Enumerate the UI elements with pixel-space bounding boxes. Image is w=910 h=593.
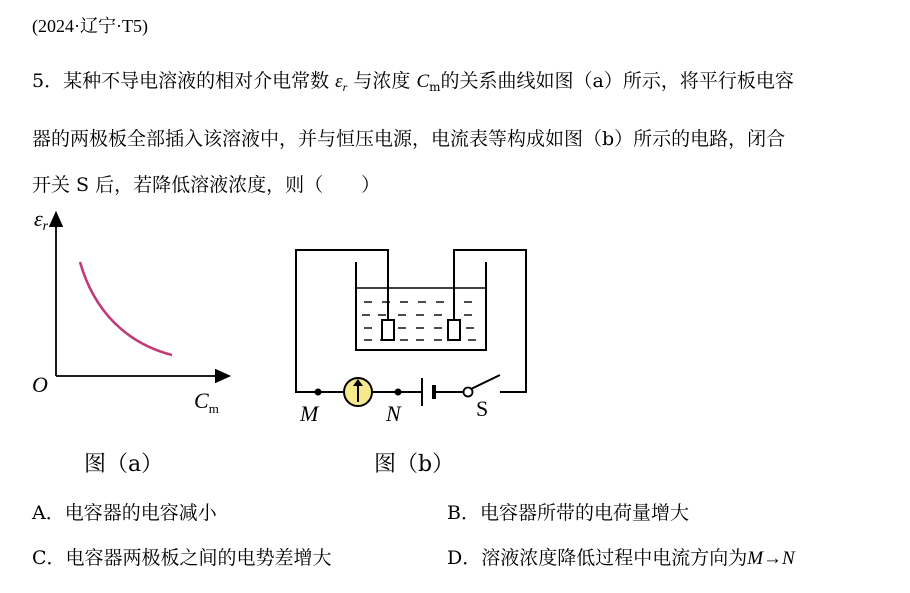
right-plate (448, 320, 460, 340)
concentration-symbol: C (416, 71, 430, 92)
left-wire (296, 250, 388, 392)
option-c[interactable]: C．电容器两极板之间的电势差增大 (32, 547, 332, 569)
label-m: M (300, 401, 319, 426)
question-number: 5． (32, 70, 64, 92)
x-axis-label: $C_m$ (194, 388, 219, 416)
label-n: N (386, 401, 401, 426)
epsilon-curve (80, 262, 172, 355)
option-d-flow: M→N (747, 548, 795, 569)
left-plate (382, 320, 394, 340)
question-line-1 (32, 66, 794, 95)
node-n (395, 389, 402, 396)
figure-a-caption: 图（a） (84, 452, 164, 477)
origin-label: O (32, 372, 48, 397)
option-d[interactable] (447, 543, 795, 570)
question-text-1b: 与浓度 (353, 70, 411, 92)
question-line-3: 开关 S 后，若降低溶液浓度，则（ ） (32, 174, 381, 196)
figure-b-circuit (288, 240, 538, 430)
question-text-1c: 的关系曲线如图（a）所示，将平行板电容 (440, 70, 794, 92)
solution-container (356, 262, 486, 350)
node-m (315, 389, 322, 396)
source-tag: (2024·辽宁·T5) (32, 16, 148, 36)
label-s: S (476, 396, 489, 421)
question-line-2: 器的两极板全部插入该溶液中，并与恒压电源，电流表等构成如图（b）所示的电路，闭合 (32, 128, 786, 150)
figure-a-graph (26, 206, 236, 426)
concentration-subscript: m (429, 80, 441, 94)
option-b[interactable]: B．电容器所带的电荷量增大 (447, 502, 689, 524)
epsilon-symbol: ε (335, 71, 343, 92)
figure-b-caption: 图（b） (374, 452, 455, 477)
y-axis-label: εr (34, 206, 49, 234)
epsilon-subscript: r (342, 80, 348, 94)
switch-lever (471, 375, 500, 389)
option-a[interactable]: A．电容器的电容减小 (32, 502, 217, 524)
right-wire (454, 250, 526, 392)
question-text-1a: 某种不导电溶液的相对介电常数 (63, 70, 330, 92)
option-d-text: D．溶液浓度降低过程中电流方向为 (447, 547, 748, 569)
